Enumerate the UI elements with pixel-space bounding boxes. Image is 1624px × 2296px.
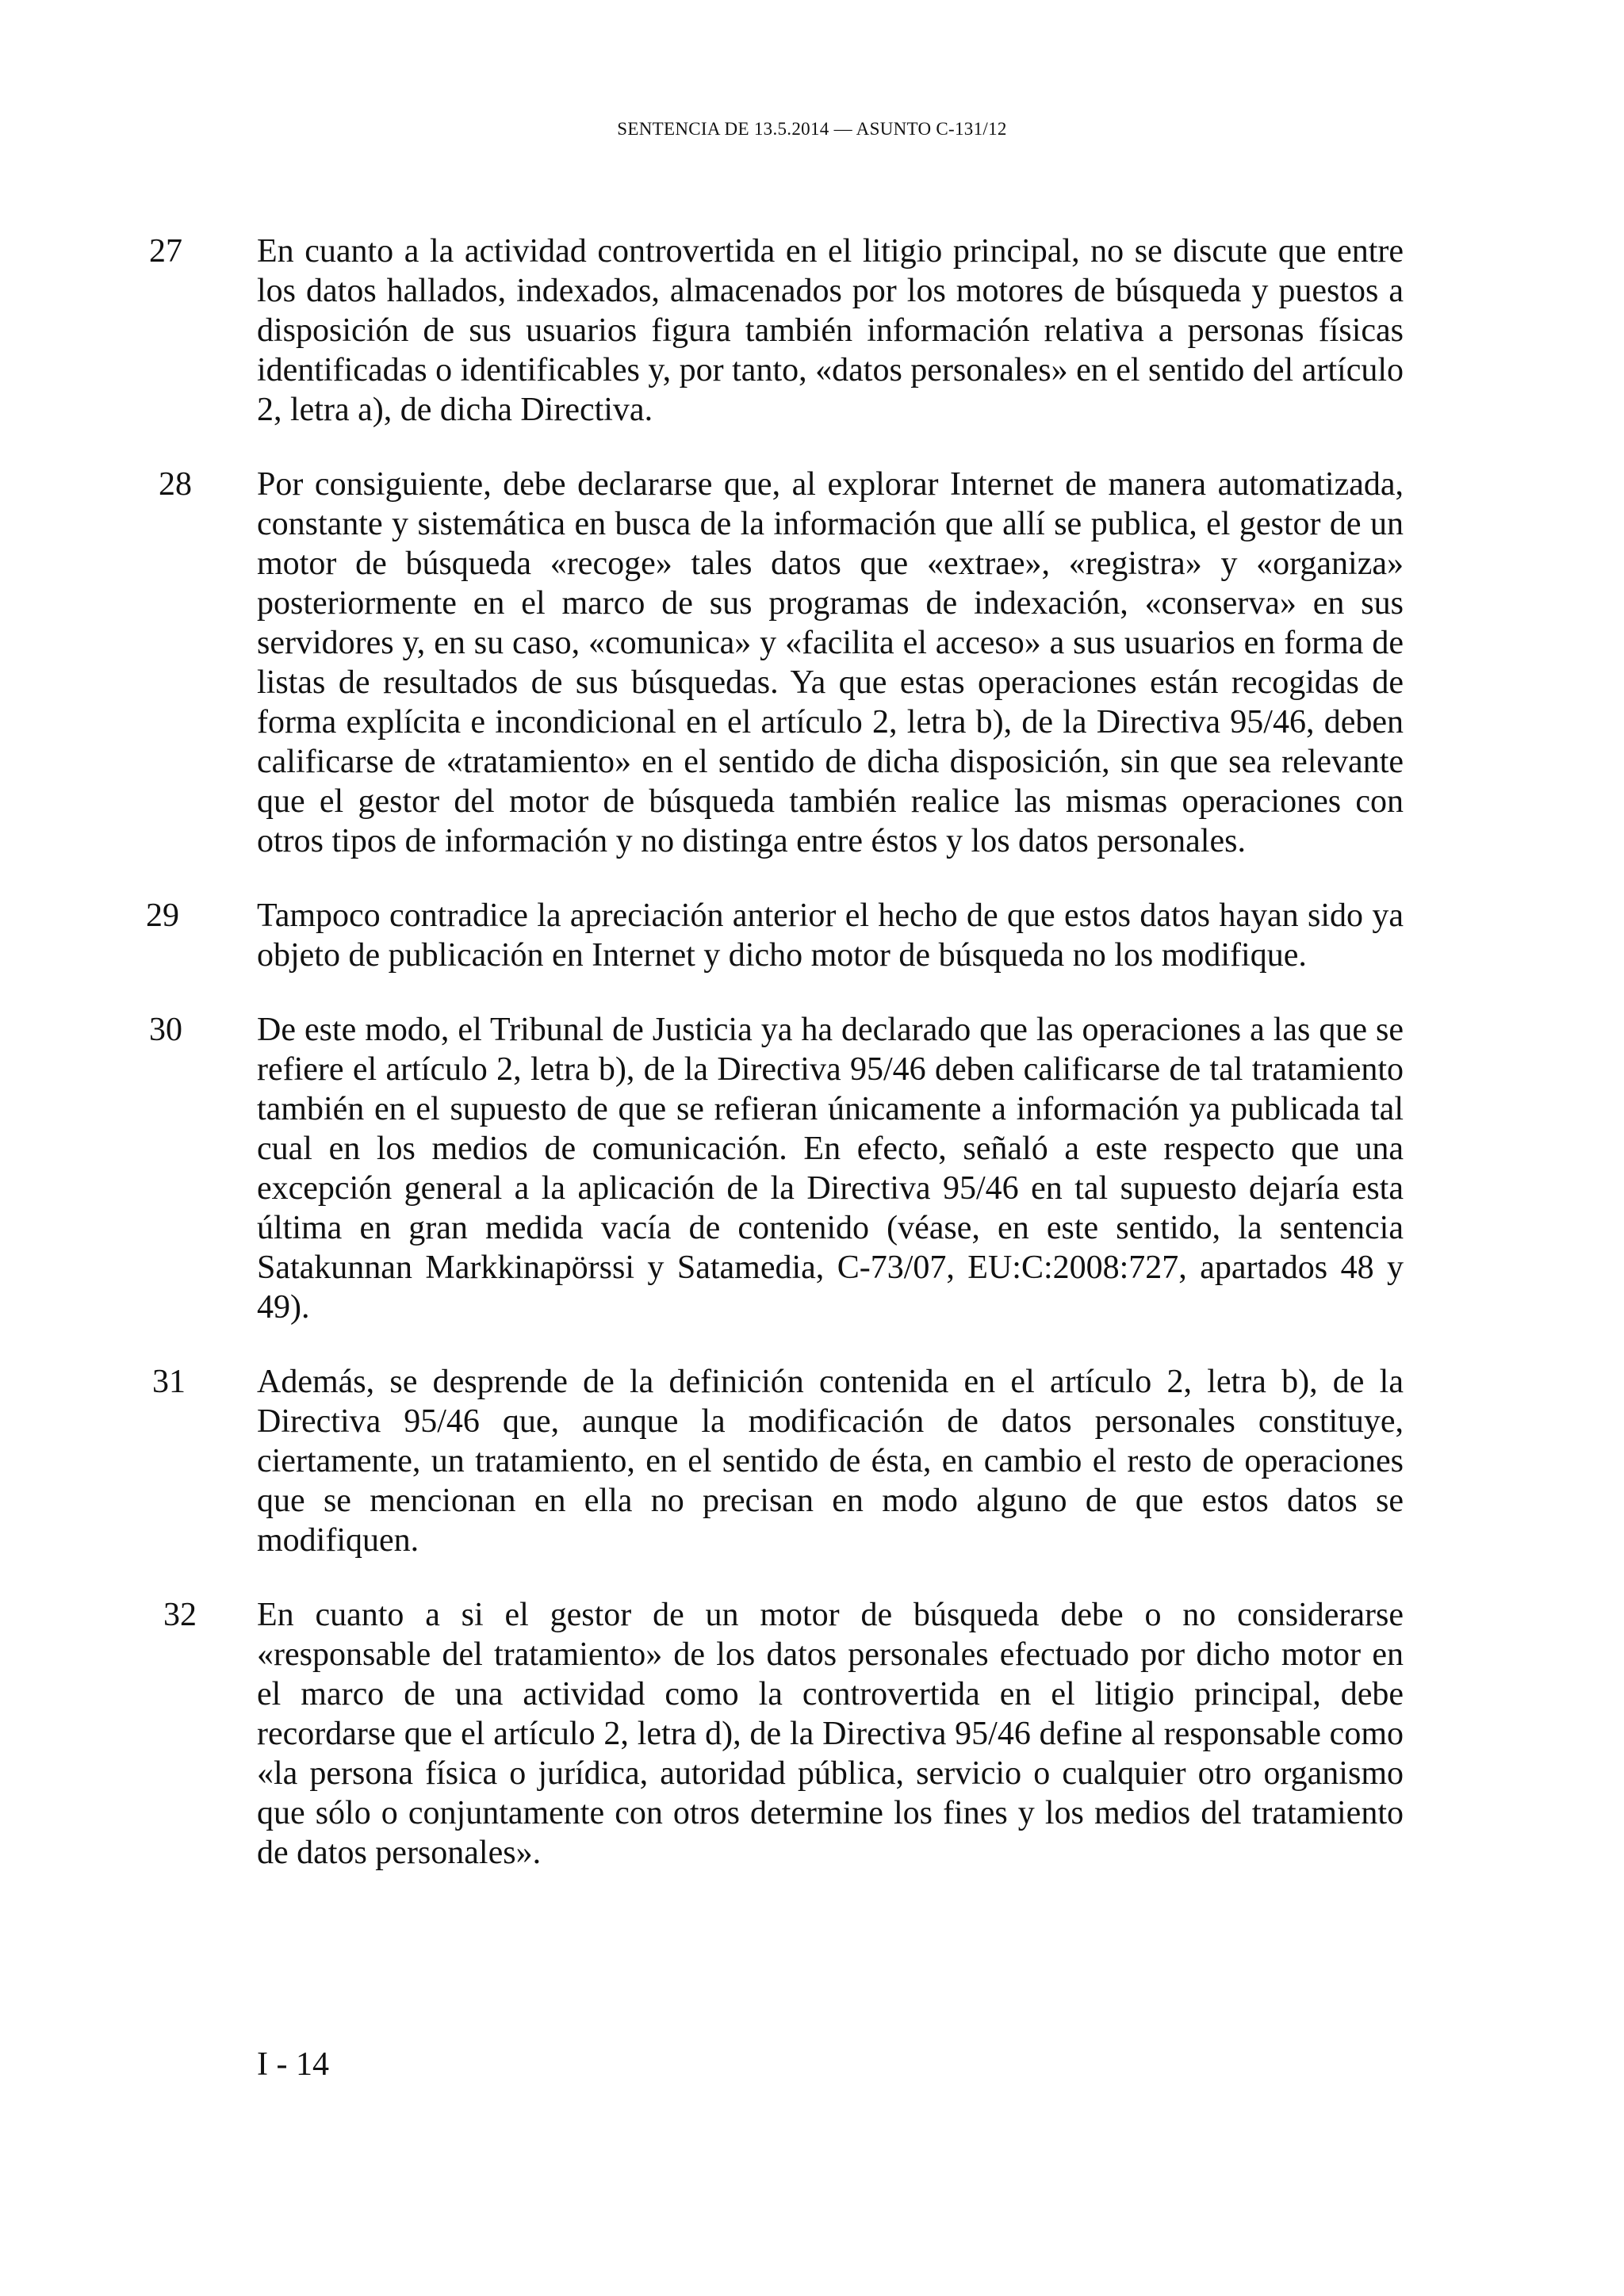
document-body [146, 232, 1404, 1908]
paragraph-32 [163, 1595, 1404, 1873]
paragraph-text: Tampoco contradice la apreciación anterior el hecho de que estos datos hayan sido ya objeto de publicación en Internet y dicho motor de búsqueda no los modifique. [257, 897, 1404, 974]
paragraph-text: En cuanto a la actividad controvertida en el litigio principal, no se discute que entre los datos hallados, indexados, almacenados por los motores de búsqueda y puestos a disposición de sus usuarios figura también información relativa a personas físicas identificadas o identificables y, por tanto, «datos personales» en el sentido del artículo 2, letra a), de dicha Directiva. [257, 233, 1404, 428]
paragraph-31 [152, 1362, 1404, 1560]
paragraph-text: En cuanto a si el gestor de un motor de búsqueda debe o no considerarse «responsable del tratamiento» de los datos personales efectuado por dicho motor en el marco de una actividad como la controvertida en el litigio principal, debe recordarse que el artículo 2, letra d), de la Directiva 95/46 define al responsable como «la persona física o jurídica, autoridad pública, servicio o cualquier otro organismo que sólo o conjuntamente con otros determine los fines y los medios del tratamiento de datos personales». [257, 1597, 1404, 1871]
paragraph-28 [159, 465, 1404, 861]
paragraph-27 [149, 232, 1404, 430]
paragraph-number: 27 [149, 233, 182, 270]
paragraph-number: 31 [152, 1364, 186, 1400]
paragraph-number: 28 [159, 466, 192, 503]
paragraph-29 [146, 896, 1404, 975]
paragraph-number: 30 [149, 1012, 182, 1048]
paragraph-30 [149, 1010, 1404, 1327]
paragraph-text: Por consiguiente, debe declararse que, al explorar Internet de manera automatizada, constante y sistemática en busca de la información que allí se publica, el gestor de un motor de búsqueda «recoge» tales datos que «extrae», «registra» y «organiza» posteriormente en el marco de sus programas de indexación, «conserva» en sus servidores y, en su caso, «comunica» y «facilita el acceso» a sus usuarios en forma de listas de resultados de sus búsquedas. Ya que estas operaciones están recogidas de forma explícita e incondicional en el artículo 2, letra b), de la Directiva 95/46, deben calificarse de «tratamiento» en el sentido de dicha disposición, sin que sea relevante que el gestor del motor de búsqueda también realice las mismas operaciones con otros tipos de información y no distinga entre éstos y los datos personales. [257, 466, 1404, 859]
paragraph-text: Además, se desprende de la definición contenida en el artículo 2, letra b), de la Directiva 95/46 que, aunque la modificación de datos personales constituye, ciertamente, un tratamiento, en el sentido de ésta, en cambio el resto de operaciones que se mencionan en ella no precisan en modo alguno de que estos datos se modifiquen. [257, 1364, 1404, 1559]
paragraph-number: 32 [163, 1597, 197, 1633]
paragraph-text: De este modo, el Tribunal de Justicia ya ha declarado que las operaciones a las que se refiere el artículo 2, letra b), de la Directiva 95/46 deben calificarse de tal tratamiento también en el supuesto de que se refieran únicamente a información ya publicada tal cual en los medios de comunicación. En efecto, señaló a este respecto que una excepción general a la aplicación de la Directiva 95/46 en tal supuesto dejaría esta última en gran medida vacía de contenido (véase, en este sentido, la sentencia Satakunnan Markkinapörssi y Satamedia, C-73/07, EU:C:2008:727, apartados 48 y 49). [257, 1012, 1404, 1326]
running-header: SENTENCIA DE 13.5.2014 — ASUNTO C-131/12 [617, 119, 1007, 139]
paragraph-number: 29 [146, 897, 179, 934]
page-number: I - 14 [257, 2046, 329, 2083]
